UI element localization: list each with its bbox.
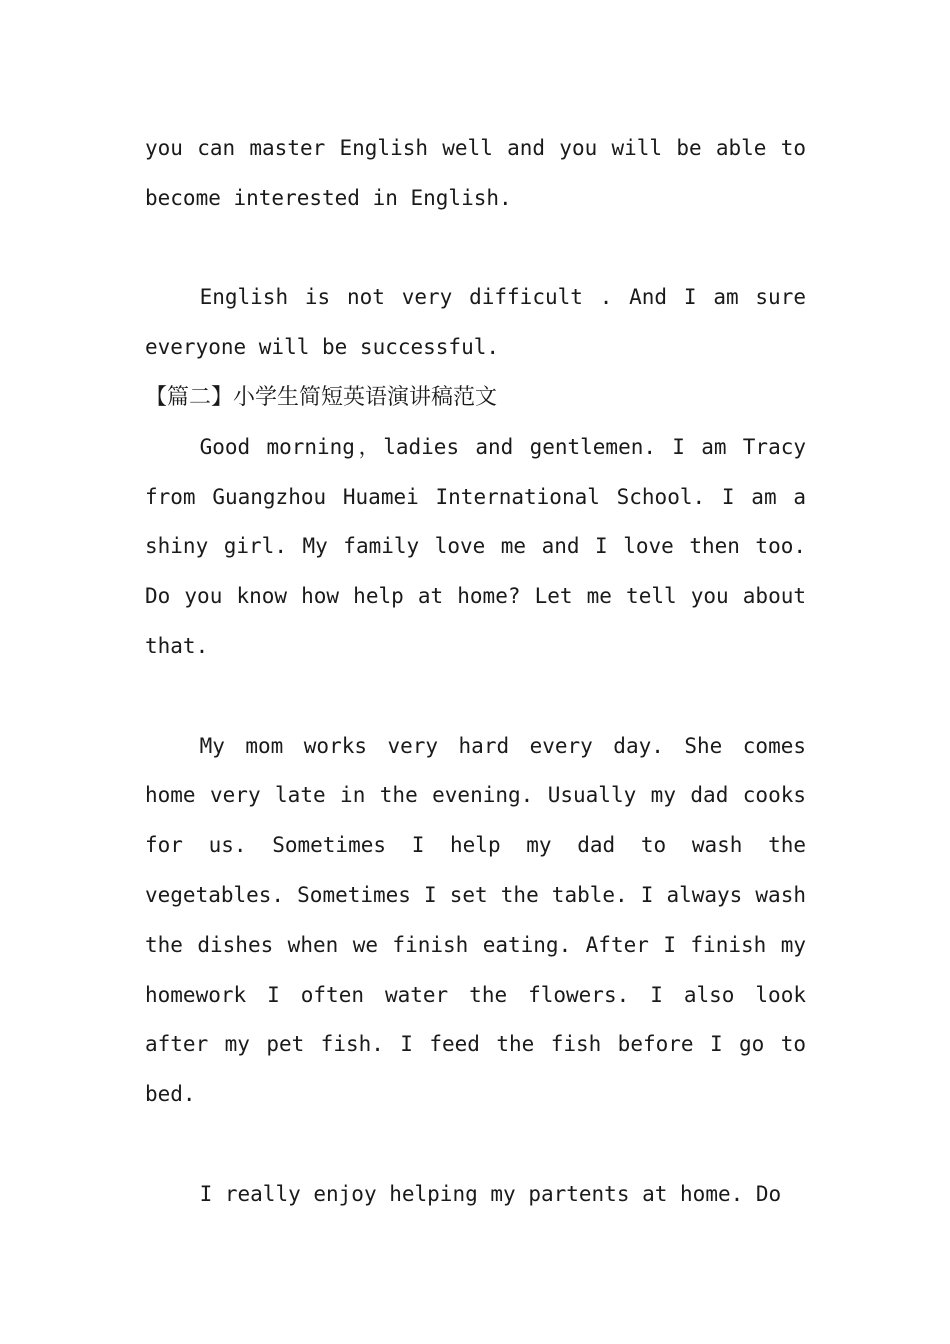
paragraph-gap xyxy=(145,672,806,722)
paragraph-english-not-difficult: English is not very difficult . And I am sure everyone will be successful. xyxy=(145,285,806,360)
section-heading: 【篇二】小学生简短英语演讲稿范文 xyxy=(145,384,498,410)
document-page xyxy=(145,124,806,1220)
paragraph-greeting: Good morning，ladies and gentlemen. I am Tracy from Guangzhou Huamei International School. I am a shiny girl. My family love me and I love then too. Do you know how help at home? Let me tell you about that. xyxy=(145,434,806,658)
paragraph-enjoy-helping: I really enjoy helping my partents at home. Do xyxy=(199,1181,782,1206)
paragraph-gap xyxy=(145,224,806,274)
paragraph-gap xyxy=(145,1120,806,1170)
paragraph-helping-at-home: My mom works very hard every day. She comes home very late in the evening. Usually my dad cooks for us. Sometimes I help my dad to wash the vegetables. Sometimes I set the table. I always wash the dishes when we finish eating. After I finish my homework I often water the flowers. I also look after my pet fish. I feed the fish before I go to bed. xyxy=(145,733,806,1107)
paragraph-continued: you can master English well and you will be able to become interested in English. xyxy=(145,136,806,210)
